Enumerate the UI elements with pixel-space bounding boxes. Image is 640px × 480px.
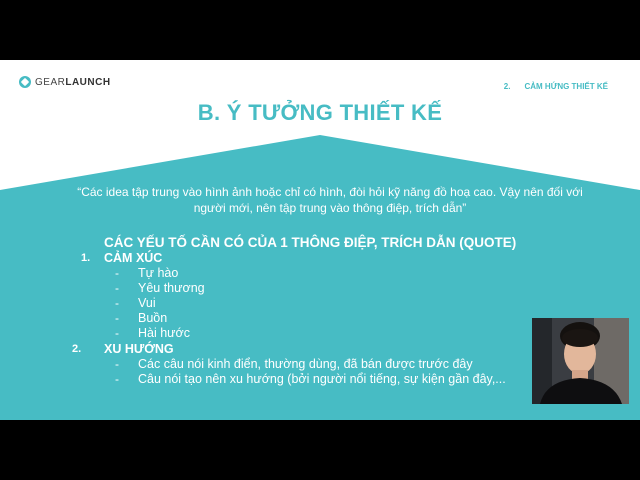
category-title: CẢM XÚC <box>104 251 163 265</box>
section-label <box>504 82 608 91</box>
list-item: Tự hào <box>138 266 179 280</box>
bullet-dash: - <box>115 357 119 371</box>
list-item: Các câu nói kinh điển, thường dùng, đã bán được trước đây <box>138 357 473 371</box>
bullet-dash: - <box>115 266 119 280</box>
category-title: XU HƯỚNG <box>104 342 174 356</box>
gearlaunch-logo-icon <box>19 76 31 88</box>
intro-quote: “Các idea tập trung vào hình ảnh hoặc chỉ có hình, đòi hỏi kỹ năng đồ hoạ cao. Vậy nên đối với người mới, nên tập trung vào thông điệp, trích dẫn” <box>77 185 583 215</box>
bullet-dash: - <box>115 281 119 295</box>
logo-text: GEARLAUNCH <box>35 76 111 88</box>
slide-title: B. Ý TƯỞNG THIẾT KẾ <box>197 100 443 125</box>
list-heading: CÁC YẾU TỐ CẦN CÓ CỦA 1 THÔNG ĐIỆP, TRÍCH DẪN (QUOTE) <box>104 235 517 250</box>
section-title: CẢM HỨNG THIẾT KẾ <box>524 82 608 91</box>
list-item: Yêu thương <box>138 281 205 295</box>
list-item: Vui <box>138 296 156 310</box>
webcam-overlay <box>532 318 629 404</box>
bullet-dash: - <box>115 296 119 310</box>
gearlaunch-logo <box>19 76 111 88</box>
list-number: 1. <box>81 252 91 264</box>
bullet-dash: - <box>115 372 119 386</box>
list-item: Buồn <box>138 311 168 325</box>
bullet-dash: - <box>115 311 119 325</box>
list-item: Hài hước <box>138 326 190 340</box>
list-item: Câu nói tạo nên xu hướng (bởi người nổi tiếng, sự kiện gần đây,... <box>138 372 506 386</box>
presenter-video <box>532 318 629 404</box>
section-number: 2. <box>503 82 511 91</box>
slide <box>0 60 640 420</box>
list-number: 2. <box>72 343 82 355</box>
bullet-dash: - <box>115 326 119 340</box>
